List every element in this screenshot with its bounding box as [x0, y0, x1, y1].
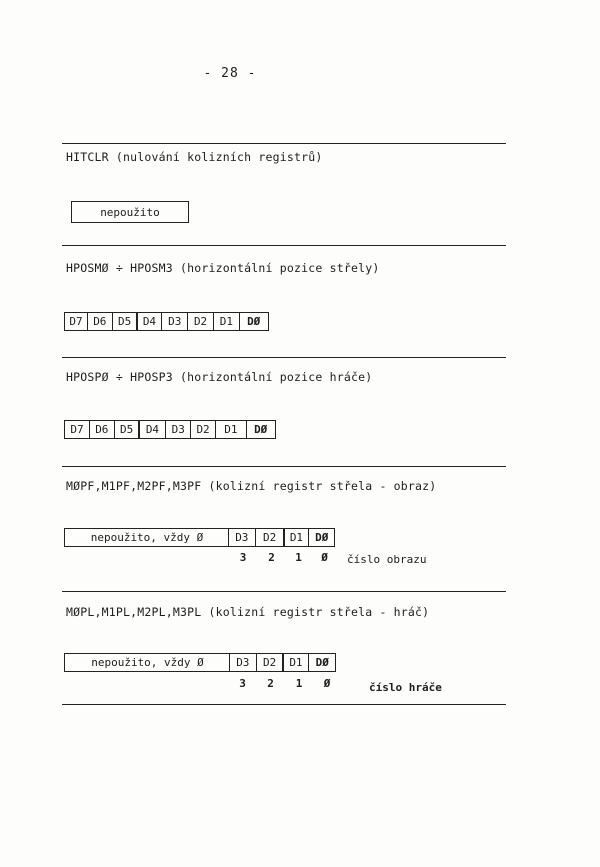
bit-number: 1: [295, 551, 302, 564]
section-divider: [62, 143, 506, 144]
register-heading-hposp: HPOSPØ ÷ HPOSP3 (horizontální pozice hráče): [66, 370, 373, 384]
bit-cell-d3: D3: [165, 420, 191, 439]
bit-cell-d4: D4: [136, 312, 162, 331]
unused-bits-cell: nepoužito, vždy Ø: [64, 653, 230, 672]
unused-field-label: nepoužito: [100, 205, 160, 219]
bit-cell-d1: D1: [283, 528, 309, 547]
bit-cell-d2: D2: [255, 528, 285, 547]
bit-cell-d1: D1: [213, 312, 240, 331]
section-divider: [62, 466, 506, 467]
bit-cell-d6: D6: [89, 420, 115, 439]
bit-number: 3: [239, 551, 247, 564]
bit-cell-d2: D2: [190, 420, 216, 439]
bit-register-mpf: [64, 528, 335, 547]
page-number: - 28 -: [203, 66, 257, 81]
bit-number: Ø: [323, 677, 331, 690]
bit-cell-d0: DØ: [308, 653, 336, 672]
bit-register-hposm: [64, 312, 269, 331]
register-heading-mpl: MØPL,M1PL,M2PL,M3PL (kolizní registr střela - hráč): [66, 605, 430, 619]
bit-cell-d1: D1: [215, 420, 247, 439]
unused-field-box: [71, 201, 189, 223]
bit-number-row: [229, 551, 338, 564]
bit-number: Ø: [321, 551, 328, 564]
bit-number: 2: [267, 677, 274, 690]
unused-bits-cell: nepoužito, vždy Ø: [64, 528, 229, 547]
register-heading-mpf: MØPF,M1PF,M2PF,M3PF (kolizní registr střela - obraz): [66, 479, 437, 493]
section-divider: [62, 591, 506, 592]
bit-cell-d3: D3: [228, 528, 256, 547]
bit-meaning-note: číslo obrazu: [347, 553, 427, 566]
bit-meaning-note: číslo hráče: [369, 681, 442, 694]
bit-cell-d7: D7: [64, 312, 88, 331]
section-divider: [62, 357, 506, 358]
register-heading-hposm: HPOSMØ ÷ HPOSM3 (horizontální pozice střely): [66, 261, 380, 275]
bit-cell-d5: D5: [112, 312, 138, 331]
bit-number: 2: [268, 551, 275, 564]
section-divider: [62, 245, 506, 246]
bit-cell-d0: DØ: [308, 528, 335, 547]
bit-number: 3: [239, 677, 246, 690]
bit-number-row: [229, 677, 341, 690]
bit-register-mpl: [64, 653, 336, 672]
bit-cell-d3: D3: [161, 312, 188, 331]
bit-cell-d1: D1: [282, 653, 309, 672]
bit-cell-d2: D2: [256, 653, 284, 672]
bit-cell-d3: D3: [229, 653, 257, 672]
bit-register-hposp: [64, 420, 276, 439]
bit-number: 1: [295, 677, 303, 690]
bit-cell-d2: D2: [187, 312, 214, 331]
bit-cell-d4: D4: [138, 420, 166, 439]
bit-cell-d5: D5: [114, 420, 140, 439]
bit-cell-d0: DØ: [246, 420, 276, 439]
bit-cell-d7: D7: [64, 420, 90, 439]
bit-cell-d0: DØ: [239, 312, 269, 331]
register-heading-hitclr: HITCLR (nulování kolizních registrů): [66, 150, 323, 164]
section-divider: [62, 704, 506, 705]
bit-cell-d6: D6: [87, 312, 113, 331]
